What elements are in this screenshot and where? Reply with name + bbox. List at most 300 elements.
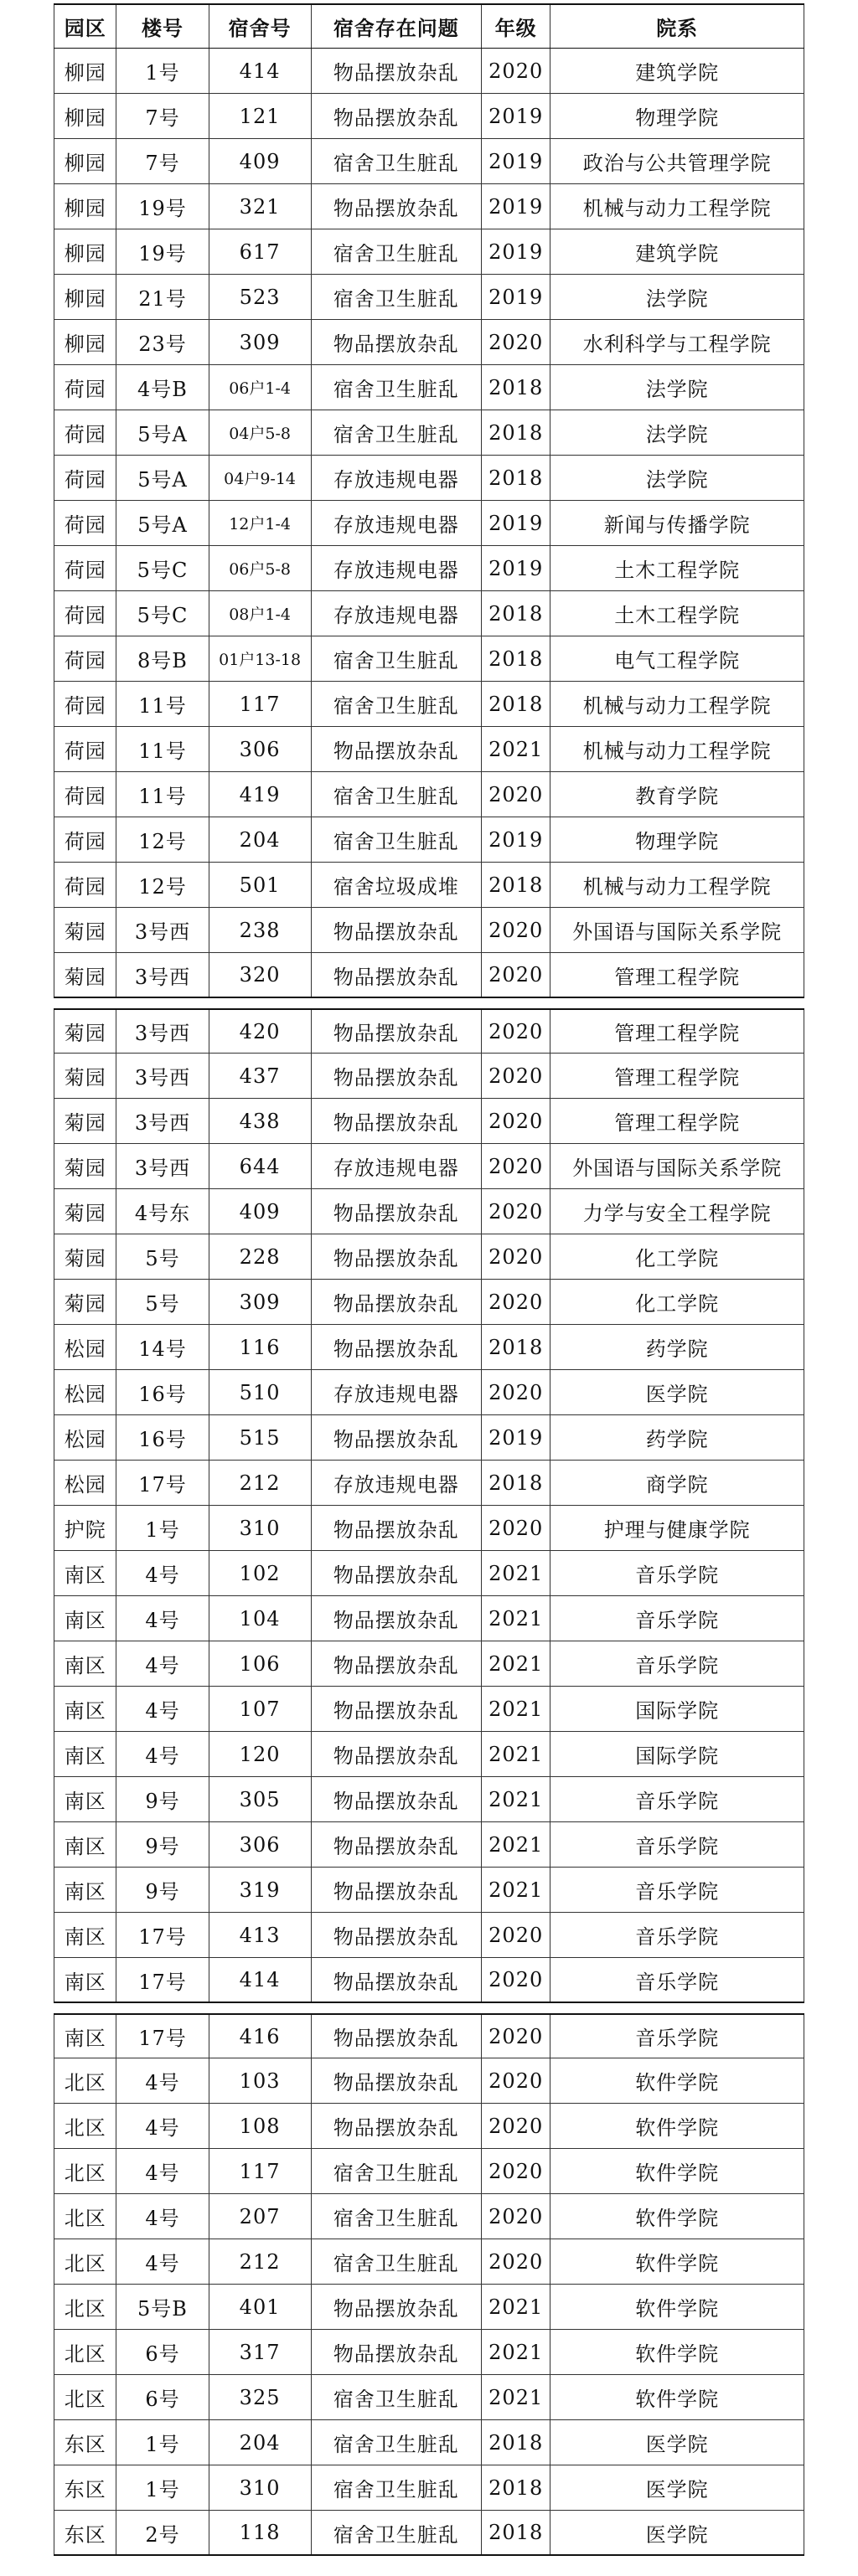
cell-campus: 护院 <box>54 1506 116 1550</box>
cell-room: 617 <box>209 229 311 274</box>
table-row <box>54 1687 804 1732</box>
table-row <box>54 2058 804 2104</box>
cell-room: 414 <box>209 1958 311 2002</box>
cell-campus: 荷园 <box>54 636 116 681</box>
cell-issue: 宿舍卫生脏乱 <box>311 275 481 319</box>
table-row <box>54 1099 804 1144</box>
cell-campus: 荷园 <box>54 727 116 771</box>
cell-grade: 2021 <box>481 2330 550 2374</box>
cell-room: 102 <box>209 1551 311 1595</box>
cell-department: 软件学院 <box>550 2194 804 2239</box>
cell-grade: 2020 <box>481 1958 550 2002</box>
cell-room: 228 <box>209 1234 311 1279</box>
cell-building: 5号 <box>116 1280 208 1324</box>
cell-building: 17号 <box>116 1913 208 1957</box>
cell-department: 土木工程学院 <box>550 546 804 590</box>
cell-campus: 南区 <box>54 1687 116 1731</box>
cell-department: 软件学院 <box>550 2330 804 2374</box>
cell-grade: 2020 <box>481 2149 550 2193</box>
cell-issue: 宿舍卫生脏乱 <box>311 682 481 726</box>
cell-department: 商学院 <box>550 1461 804 1505</box>
cell-department: 护理与健康学院 <box>550 1506 804 1550</box>
cell-room: 401 <box>209 2285 311 2329</box>
cell-campus: 柳园 <box>54 320 116 364</box>
cell-room: 104 <box>209 1596 311 1641</box>
cell-department: 物理学院 <box>550 94 804 138</box>
cell-campus: 北区 <box>54 2058 116 2103</box>
cell-grade: 2020 <box>481 1010 550 1053</box>
cell-building: 3号西 <box>116 1054 208 1098</box>
cell-campus: 荷园 <box>54 546 116 590</box>
table-row <box>54 501 804 546</box>
cell-grade: 2019 <box>481 817 550 862</box>
cell-campus: 东区 <box>54 2420 116 2465</box>
cell-issue: 物品摆放杂乱 <box>311 1913 481 1957</box>
cell-campus: 荷园 <box>54 863 116 907</box>
cell-room: 409 <box>209 1189 311 1234</box>
table-row <box>54 1054 804 1099</box>
cell-building: 12号 <box>116 817 208 862</box>
cell-campus: 松园 <box>54 1325 116 1369</box>
cell-grade: 2020 <box>481 49 550 93</box>
cell-issue: 物品摆放杂乱 <box>311 1099 481 1143</box>
cell-department: 音乐学院 <box>550 1596 804 1641</box>
cell-room: 515 <box>209 1415 311 1460</box>
cell-building: 4号 <box>116 2104 208 2148</box>
cell-campus: 柳园 <box>54 275 116 319</box>
cell-building: 4号 <box>116 2239 208 2284</box>
cell-room: 419 <box>209 772 311 817</box>
cell-room: 106 <box>209 1641 311 1686</box>
cell-issue: 物品摆放杂乱 <box>311 49 481 93</box>
table-row <box>54 1461 804 1506</box>
table-row <box>54 1325 804 1370</box>
cell-building: 5号A <box>116 410 208 455</box>
cell-building: 21号 <box>116 275 208 319</box>
cell-campus: 荷园 <box>54 456 116 500</box>
cell-building: 5号A <box>116 456 208 500</box>
cell-grade: 2021 <box>481 1687 550 1731</box>
page-break-gap <box>54 2003 804 2013</box>
table-row <box>54 1732 804 1777</box>
table-row <box>54 1868 804 1913</box>
cell-building: 3号西 <box>116 1099 208 1143</box>
header-department: 院系 <box>550 5 804 48</box>
cell-issue: 物品摆放杂乱 <box>311 1234 481 1279</box>
cell-department: 政治与公共管理学院 <box>550 139 804 183</box>
cell-building: 4号东 <box>116 1189 208 1234</box>
cell-issue: 物品摆放杂乱 <box>311 2330 481 2374</box>
cell-department: 建筑学院 <box>550 229 804 274</box>
cell-building: 1号 <box>116 1506 208 1550</box>
table-row <box>54 365 804 410</box>
cell-grade: 2018 <box>481 636 550 681</box>
cell-grade: 2019 <box>481 501 550 545</box>
table-row <box>54 1777 804 1822</box>
cell-department: 音乐学院 <box>550 2015 804 2058</box>
cell-issue: 物品摆放杂乱 <box>311 1189 481 1234</box>
cell-grade: 2021 <box>481 1596 550 1641</box>
cell-room: 414 <box>209 49 311 93</box>
cell-grade: 2019 <box>481 275 550 319</box>
cell-campus: 南区 <box>54 1958 116 2002</box>
cell-issue: 物品摆放杂乱 <box>311 94 481 138</box>
cell-room: 107 <box>209 1687 311 1731</box>
cell-building: 1号 <box>116 2465 208 2510</box>
cell-department: 管理工程学院 <box>550 1054 804 1098</box>
cell-room: 120 <box>209 1732 311 1776</box>
cell-room: 510 <box>209 1370 311 1414</box>
cell-room: 325 <box>209 2375 311 2419</box>
cell-grade: 2018 <box>481 2511 550 2554</box>
table-row <box>54 1913 804 1958</box>
cell-campus: 荷园 <box>54 817 116 862</box>
cell-room: 309 <box>209 1280 311 1324</box>
cell-campus: 东区 <box>54 2465 116 2510</box>
cell-room: 204 <box>209 817 311 862</box>
cell-issue: 宿舍垃圾成堆 <box>311 863 481 907</box>
cell-issue: 物品摆放杂乱 <box>311 1054 481 1098</box>
cell-issue: 物品摆放杂乱 <box>311 184 481 229</box>
cell-room: 01户13-18 <box>209 636 311 681</box>
cell-campus: 菊园 <box>54 1099 116 1143</box>
cell-room: 08户1-4 <box>209 591 311 636</box>
cell-grade: 2021 <box>481 1868 550 1912</box>
cell-issue: 物品摆放杂乱 <box>311 1596 481 1641</box>
cell-building: 9号 <box>116 1868 208 1912</box>
cell-campus: 南区 <box>54 1641 116 1686</box>
cell-campus: 菊园 <box>54 1189 116 1234</box>
cell-building: 11号 <box>116 682 208 726</box>
cell-grade: 2021 <box>481 1777 550 1821</box>
cell-issue: 物品摆放杂乱 <box>311 1506 481 1550</box>
cell-campus: 菊园 <box>54 953 116 997</box>
cell-department: 化工学院 <box>550 1280 804 1324</box>
cell-building: 1号 <box>116 2420 208 2465</box>
cell-issue: 存放违规电器 <box>311 456 481 500</box>
cell-room: 12户1-4 <box>209 501 311 545</box>
cell-room: 310 <box>209 1506 311 1550</box>
cell-room: 438 <box>209 1099 311 1143</box>
cell-department: 电气工程学院 <box>550 636 804 681</box>
cell-issue: 宿舍卫生脏乱 <box>311 2194 481 2239</box>
cell-grade: 2018 <box>481 1325 550 1369</box>
cell-campus: 柳园 <box>54 94 116 138</box>
cell-grade: 2020 <box>481 1913 550 1957</box>
cell-building: 1号 <box>116 49 208 93</box>
table-row <box>54 863 804 908</box>
cell-campus: 菊园 <box>54 1280 116 1324</box>
table-row <box>54 275 804 320</box>
cell-department: 外国语与国际关系学院 <box>550 1144 804 1188</box>
cell-building: 3号西 <box>116 908 208 952</box>
table-row <box>54 817 804 863</box>
cell-grade: 2020 <box>481 1144 550 1188</box>
cell-room: 238 <box>209 908 311 952</box>
cell-building: 16号 <box>116 1415 208 1460</box>
table-row <box>54 546 804 591</box>
cell-department: 国际学院 <box>550 1687 804 1731</box>
cell-room: 413 <box>209 1913 311 1957</box>
cell-building: 6号 <box>116 2330 208 2374</box>
cell-grade: 2021 <box>481 2285 550 2329</box>
cell-room: 305 <box>209 1777 311 1821</box>
table-row <box>54 139 804 184</box>
cell-room: 437 <box>209 1054 311 1098</box>
table-row <box>54 1506 804 1551</box>
cell-building: 4号 <box>116 1732 208 1776</box>
table-row <box>54 1415 804 1461</box>
cell-building: 23号 <box>116 320 208 364</box>
cell-issue: 物品摆放杂乱 <box>311 727 481 771</box>
cell-grade: 2020 <box>481 772 550 817</box>
table-row <box>54 2330 804 2375</box>
cell-room: 523 <box>209 275 311 319</box>
table-row <box>54 2149 804 2194</box>
cell-grade: 2021 <box>481 2375 550 2419</box>
table-row <box>54 636 804 682</box>
cell-department: 软件学院 <box>550 2149 804 2193</box>
cell-issue: 宿舍卫生脏乱 <box>311 365 481 410</box>
dormitory-inspection-table <box>54 3 804 2556</box>
cell-campus: 松园 <box>54 1370 116 1414</box>
cell-grade: 2021 <box>481 1732 550 1776</box>
table-row <box>54 2104 804 2149</box>
cell-room: 319 <box>209 1868 311 1912</box>
cell-building: 9号 <box>116 1777 208 1821</box>
cell-grade: 2020 <box>481 908 550 952</box>
cell-room: 310 <box>209 2465 311 2510</box>
cell-campus: 菊园 <box>54 1234 116 1279</box>
cell-issue: 宿舍卫生脏乱 <box>311 2239 481 2284</box>
cell-room: 212 <box>209 1461 311 1505</box>
cell-issue: 物品摆放杂乱 <box>311 1777 481 1821</box>
cell-campus: 北区 <box>54 2330 116 2374</box>
table-row <box>54 1008 804 1054</box>
cell-issue: 物品摆放杂乱 <box>311 320 481 364</box>
cell-issue: 物品摆放杂乱 <box>311 1280 481 1324</box>
cell-grade: 2020 <box>481 1370 550 1414</box>
cell-campus: 南区 <box>54 2015 116 2058</box>
cell-room: 06户5-8 <box>209 546 311 590</box>
cell-campus: 荷园 <box>54 410 116 455</box>
cell-room: 121 <box>209 94 311 138</box>
cell-issue: 物品摆放杂乱 <box>311 953 481 997</box>
table-row <box>54 320 804 365</box>
cell-grade: 2021 <box>481 1551 550 1595</box>
cell-building: 5号 <box>116 1234 208 1279</box>
cell-building: 4号 <box>116 1687 208 1731</box>
cell-issue: 存放违规电器 <box>311 1370 481 1414</box>
cell-grade: 2020 <box>481 2194 550 2239</box>
cell-room: 321 <box>209 184 311 229</box>
cell-department: 管理工程学院 <box>550 953 804 997</box>
cell-department: 音乐学院 <box>550 1958 804 2002</box>
cell-issue: 宿舍卫生脏乱 <box>311 817 481 862</box>
cell-grade: 2020 <box>481 1234 550 1279</box>
cell-department: 水利科学与工程学院 <box>550 320 804 364</box>
cell-campus: 东区 <box>54 2511 116 2554</box>
cell-room: 212 <box>209 2239 311 2284</box>
cell-department: 医学院 <box>550 1370 804 1414</box>
cell-grade: 2020 <box>481 2104 550 2148</box>
table-row <box>54 229 804 275</box>
cell-grade: 2020 <box>481 953 550 997</box>
cell-campus: 松园 <box>54 1461 116 1505</box>
cell-grade: 2018 <box>481 1461 550 1505</box>
header-grade: 年级 <box>481 5 550 48</box>
cell-department: 音乐学院 <box>550 1913 804 1957</box>
cell-issue: 物品摆放杂乱 <box>311 2058 481 2103</box>
cell-building: 4号 <box>116 2149 208 2193</box>
cell-room: 306 <box>209 727 311 771</box>
cell-building: 3号西 <box>116 1144 208 1188</box>
cell-building: 4号 <box>116 2058 208 2103</box>
cell-issue: 宿舍卫生脏乱 <box>311 139 481 183</box>
cell-building: 16号 <box>116 1370 208 1414</box>
cell-building: 19号 <box>116 229 208 274</box>
cell-issue: 物品摆放杂乱 <box>311 2285 481 2329</box>
cell-building: 4号B <box>116 365 208 410</box>
cell-grade: 2020 <box>481 2239 550 2284</box>
cell-department: 土木工程学院 <box>550 591 804 636</box>
cell-room: 204 <box>209 2420 311 2465</box>
cell-department: 医学院 <box>550 2511 804 2554</box>
table-row <box>54 1551 804 1596</box>
table-row <box>54 1596 804 1641</box>
cell-room: 644 <box>209 1144 311 1188</box>
table-row <box>54 2465 804 2511</box>
table-row <box>54 1280 804 1325</box>
table-header-row <box>54 3 804 49</box>
cell-department: 机械与动力工程学院 <box>550 682 804 726</box>
header-building: 楼号 <box>116 5 208 48</box>
cell-grade: 2019 <box>481 229 550 274</box>
table-body <box>54 49 804 2556</box>
cell-campus: 北区 <box>54 2285 116 2329</box>
cell-department: 外国语与国际关系学院 <box>550 908 804 952</box>
cell-room: 117 <box>209 682 311 726</box>
cell-issue: 宿舍卫生脏乱 <box>311 2511 481 2554</box>
table-row <box>54 2285 804 2330</box>
cell-department: 教育学院 <box>550 772 804 817</box>
cell-building: 17号 <box>116 1958 208 2002</box>
cell-campus: 南区 <box>54 1868 116 1912</box>
cell-department: 机械与动力工程学院 <box>550 727 804 771</box>
cell-grade: 2019 <box>481 94 550 138</box>
cell-building: 11号 <box>116 727 208 771</box>
cell-campus: 柳园 <box>54 139 116 183</box>
cell-issue: 宿舍卫生脏乱 <box>311 229 481 274</box>
cell-campus: 南区 <box>54 1551 116 1595</box>
cell-building: 12号 <box>116 863 208 907</box>
cell-issue: 宿舍卫生脏乱 <box>311 2149 481 2193</box>
cell-campus: 荷园 <box>54 591 116 636</box>
header-campus: 园区 <box>54 5 116 48</box>
table-row <box>54 908 804 953</box>
table-row <box>54 2013 804 2058</box>
cell-grade: 2020 <box>481 1280 550 1324</box>
table-row <box>54 1144 804 1189</box>
cell-department: 管理工程学院 <box>550 1099 804 1143</box>
cell-department: 音乐学院 <box>550 1551 804 1595</box>
cell-building: 19号 <box>116 184 208 229</box>
cell-room: 118 <box>209 2511 311 2554</box>
cell-room: 409 <box>209 139 311 183</box>
cell-room: 306 <box>209 1822 311 1867</box>
table-row <box>54 1641 804 1687</box>
cell-department: 药学院 <box>550 1415 804 1460</box>
cell-department: 新闻与传播学院 <box>550 501 804 545</box>
cell-issue: 物品摆放杂乱 <box>311 1641 481 1686</box>
cell-room: 501 <box>209 863 311 907</box>
cell-building: 6号 <box>116 2375 208 2419</box>
cell-issue: 宿舍卫生脏乱 <box>311 410 481 455</box>
cell-department: 国际学院 <box>550 1732 804 1776</box>
cell-building: 8号B <box>116 636 208 681</box>
table-row <box>54 2375 804 2420</box>
header-issue: 宿舍存在问题 <box>311 5 481 48</box>
cell-building: 7号 <box>116 139 208 183</box>
cell-building: 5号B <box>116 2285 208 2329</box>
header-room: 宿舍号 <box>209 5 311 48</box>
cell-issue: 存放违规电器 <box>311 1144 481 1188</box>
cell-department: 音乐学院 <box>550 1822 804 1867</box>
cell-room: 416 <box>209 2015 311 2058</box>
cell-building: 4号 <box>116 1641 208 1686</box>
cell-grade: 2019 <box>481 546 550 590</box>
table-row <box>54 682 804 727</box>
table-row <box>54 2239 804 2285</box>
cell-building: 7号 <box>116 94 208 138</box>
cell-grade: 2019 <box>481 1415 550 1460</box>
cell-building: 4号 <box>116 1551 208 1595</box>
cell-department: 建筑学院 <box>550 49 804 93</box>
cell-building: 11号 <box>116 772 208 817</box>
cell-campus: 菊园 <box>54 908 116 952</box>
cell-grade: 2018 <box>481 682 550 726</box>
cell-department: 机械与动力工程学院 <box>550 863 804 907</box>
cell-department: 音乐学院 <box>550 1777 804 1821</box>
cell-issue: 物品摆放杂乱 <box>311 908 481 952</box>
cell-grade: 2020 <box>481 320 550 364</box>
cell-campus: 松园 <box>54 1415 116 1460</box>
cell-campus: 南区 <box>54 1913 116 1957</box>
cell-grade: 2018 <box>481 591 550 636</box>
cell-building: 4号 <box>116 1596 208 1641</box>
cell-grade: 2020 <box>481 1054 550 1098</box>
cell-grade: 2020 <box>481 1189 550 1234</box>
cell-building: 5号A <box>116 501 208 545</box>
cell-room: 04户5-8 <box>209 410 311 455</box>
table-row <box>54 1370 804 1415</box>
cell-grade: 2018 <box>481 456 550 500</box>
cell-department: 音乐学院 <box>550 1641 804 1686</box>
cell-campus: 南区 <box>54 1777 116 1821</box>
cell-issue: 物品摆放杂乱 <box>311 1958 481 2002</box>
cell-issue: 宿舍卫生脏乱 <box>311 2465 481 2510</box>
cell-issue: 物品摆放杂乱 <box>311 1687 481 1731</box>
cell-building: 9号 <box>116 1822 208 1867</box>
cell-grade: 2021 <box>481 1822 550 1867</box>
cell-building: 5号C <box>116 591 208 636</box>
cell-department: 药学院 <box>550 1325 804 1369</box>
cell-issue: 宿舍卫生脏乱 <box>311 2375 481 2419</box>
cell-building: 2号 <box>116 2511 208 2554</box>
table-row <box>54 1822 804 1868</box>
cell-campus: 荷园 <box>54 501 116 545</box>
cell-grade: 2019 <box>481 184 550 229</box>
